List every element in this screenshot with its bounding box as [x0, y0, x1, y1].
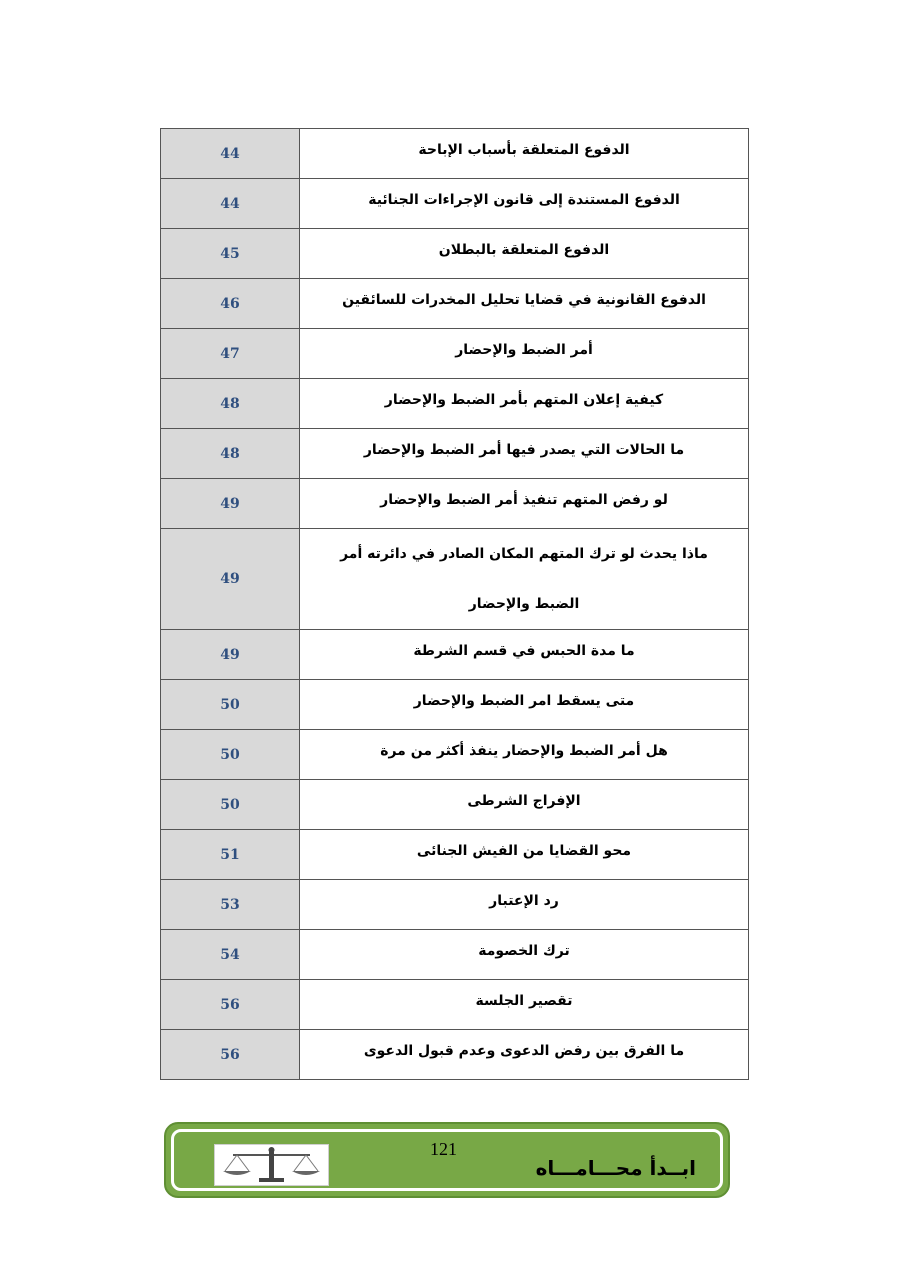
toc-entry-title: كيفية إعلان المتهم بأمر الضبط والإحضار — [300, 379, 749, 429]
toc-page-number: 45 — [161, 229, 300, 279]
table-row — [161, 179, 749, 229]
table-row — [161, 329, 749, 379]
toc-entry-title: الدفوع المتعلقة بالبطلان — [300, 229, 749, 279]
scales-of-justice-icon — [214, 1144, 329, 1186]
table-row — [161, 479, 749, 529]
toc-page-number: 56 — [161, 1030, 300, 1080]
footer-brand-text: ابــدأ محـــامـــاه — [535, 1156, 696, 1180]
toc-entry-title: الدفوع المتعلقة بأسباب الإباحة — [300, 129, 749, 179]
table-row — [161, 630, 749, 680]
footer-inner-border — [171, 1129, 723, 1191]
toc-page-number: 56 — [161, 980, 300, 1030]
toc-entry-title: أمر الضبط والإحضار — [300, 329, 749, 379]
toc-page-number: 47 — [161, 329, 300, 379]
toc-page-number: 50 — [161, 680, 300, 730]
toc-page-number: 44 — [161, 179, 300, 229]
table-row — [161, 880, 749, 930]
table-row — [161, 1030, 749, 1080]
table-row — [161, 229, 749, 279]
table-row — [161, 780, 749, 830]
toc-page-number: 49 — [161, 529, 300, 630]
page-number: 121 — [430, 1139, 457, 1159]
toc-entry-title: ما الفرق بين رفض الدعوى وعدم قبول الدعوى — [300, 1030, 749, 1080]
table-row — [161, 129, 749, 179]
toc-entry-title: ترك الخصومة — [300, 930, 749, 980]
table-row — [161, 429, 749, 479]
toc-entry-title: لو رفض المتهم تنفيذ أمر الضبط والإحضار — [300, 479, 749, 529]
table-row — [161, 980, 749, 1030]
toc-page-number: 53 — [161, 880, 300, 930]
toc-page-number: 49 — [161, 479, 300, 529]
toc-page-number: 44 — [161, 129, 300, 179]
toc-entry-title: رد الإعتبار — [300, 880, 749, 930]
table-row — [161, 379, 749, 429]
toc-page-number: 51 — [161, 830, 300, 880]
table-of-contents — [160, 128, 749, 1080]
toc-entry-title: متى يسقط امر الضبط والإحضار — [300, 680, 749, 730]
page-footer — [164, 1122, 730, 1198]
toc-page-number: 49 — [161, 630, 300, 680]
toc-page-number: 54 — [161, 930, 300, 980]
toc-page-number: 46 — [161, 279, 300, 329]
toc-page-number: 48 — [161, 429, 300, 479]
toc-entry-title: ما مدة الحبس في قسم الشرطة — [300, 630, 749, 680]
toc-entry-title: الدفوع القانونية في قضايا تحليل المخدرات للسائقين — [300, 279, 749, 329]
toc-page-number: 50 — [161, 780, 300, 830]
toc-entry-title: محو القضايا من الفيش الجنائى — [300, 830, 749, 880]
toc-entry-title: هل أمر الضبط والإحضار ينفذ أكثر من مرة — [300, 730, 749, 780]
toc-entry-title: الدفوع المستندة إلى قانون الإجراءات الجنائية — [300, 179, 749, 229]
table-row — [161, 529, 749, 630]
table-row — [161, 279, 749, 329]
toc-entry-title: تقصير الجلسة — [300, 980, 749, 1030]
toc-page-number: 50 — [161, 730, 300, 780]
table-row — [161, 930, 749, 980]
toc-entry-title: ماذا يحدث لو ترك المتهم المكان الصادر في دائرته أمر الضبط والإحضار — [300, 529, 749, 630]
table-row — [161, 830, 749, 880]
table-row — [161, 680, 749, 730]
toc-page-number: 48 — [161, 379, 300, 429]
toc-entry-title: ما الحالات التي يصدر فيها أمر الضبط والإحضار — [300, 429, 749, 479]
toc-entry-title: الإفراج الشرطى — [300, 780, 749, 830]
table-row — [161, 730, 749, 780]
